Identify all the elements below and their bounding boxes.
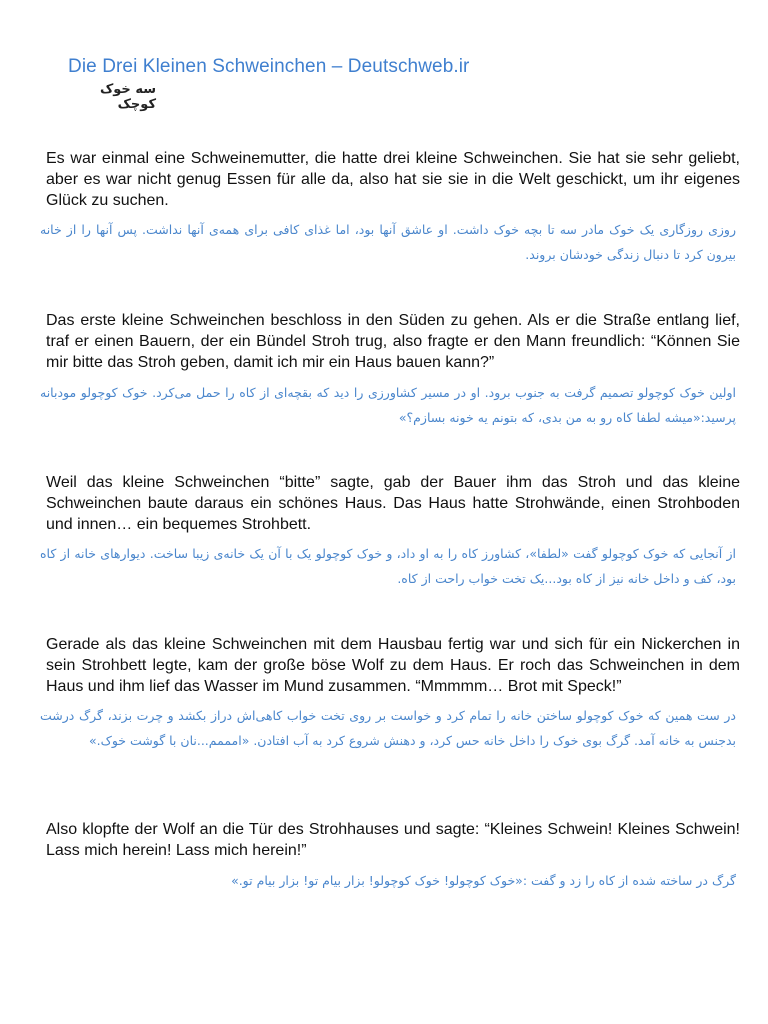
german-paragraph-4: Gerade als das kleine Schweinchen mit dem Hausbau fertig war und sich für ein Nickerchen in sein Strohbett legte, kam der große böse Wolf zu dem Haus. Er roch das Schweinchen in dem Haus und ihm lief das Wasser im Mund zusammen. “Mmmmm… Brot mit Speck!” <box>46 636 740 695</box>
persian-translation-4: در ست همین که خوک کوچولو ساختن خانه را تمام کرد و خواست بر روی تخت خواب کاهی‌اش دراز بکشد و چرت بزند، گرگ درشت بدجنس به خانه آمد. گرگ بوی خوک را داخل خانه حس کرد، و دهنش شروع کرد به آب افتادن. «امممم...نان با گوشت خوک.» <box>40 708 736 748</box>
persian-translation-2: اولین خوک کوچولو تصمیم گرفت به جنوب برود. او در مسیر کشاورزی را دید که بقچه‌ای از کاه را حمل می‌کرد. خوک کوچولو مودبانه پرسید:«میشه لطفا کاه رو به من بدی، که بتونم یه خونه بسازم؟» <box>40 385 736 425</box>
document-subtitle: سه خوک کوچک <box>99 82 156 112</box>
persian-translation-1: روزی روزگاری یک خوک مادر سه تا بچه خوک داشت. او عاشق آنها بود، اما غذای کافی برای همه‌ی آنها نداشت. پس آنها را از خانه بیرون کرد تا دنبال زندگی خودشان بروند. <box>40 222 736 262</box>
document-title: Die Drei Kleinen Schweinchen – Deutschweb.ir <box>68 56 470 77</box>
persian-translation-3: از آنجایی که خوک کوچولو گفت «لطفا»، کشاورز کاه را به او داد، و خوک کوچولو یک با آن یک خانه‌ی زیبا ساخت. دیوارهای خانه از کاه بود، کف و داخل خانه نیز از کاه بود...یک تخت خواب راحت از کاه. <box>40 546 736 586</box>
german-paragraph-3: Weil das kleine Schweinchen “bitte” sagte, gab der Bauer ihm das Stroh und das kleine Schweinchen baute daraus ein schönes Haus. Das Haus hatte Strohwände, einen Strohboden und innen… ein bequemes Strohbett. <box>46 474 740 533</box>
persian-translation-5: گرگ در ساخته شده از کاه را زد و گفت :«خوک کوچولو! خوک کوچولو! بزار بیام تو! بزار بیام تو.» <box>231 873 736 888</box>
german-paragraph-5: Also klopfte der Wolf an die Tür des Strohhauses und sagte: “Kleines Schwein! Kleines Schwein! Lass mich herein! Lass mich herein!” <box>46 821 740 859</box>
german-paragraph-2: Das erste kleine Schweinchen beschloss in den Süden zu gehen. Als er die Straße entlang lief, traf er einen Bauern, der ein Bündel Stroh trug, also fragte er den Mann freundlich: “Können Sie mir bitte das Stroh geben, damit ich mir ein Haus bauen kann?” <box>46 312 740 371</box>
german-paragraph-1: Es war einmal eine Schweinemutter, die hatte drei kleine Schweinchen. Sie hat sie sehr geliebt, aber es war nicht genug Essen für alle da, also hat sie sie in die Welt geschickt, um ihr eigenes Glück zu suchen. <box>46 150 740 209</box>
